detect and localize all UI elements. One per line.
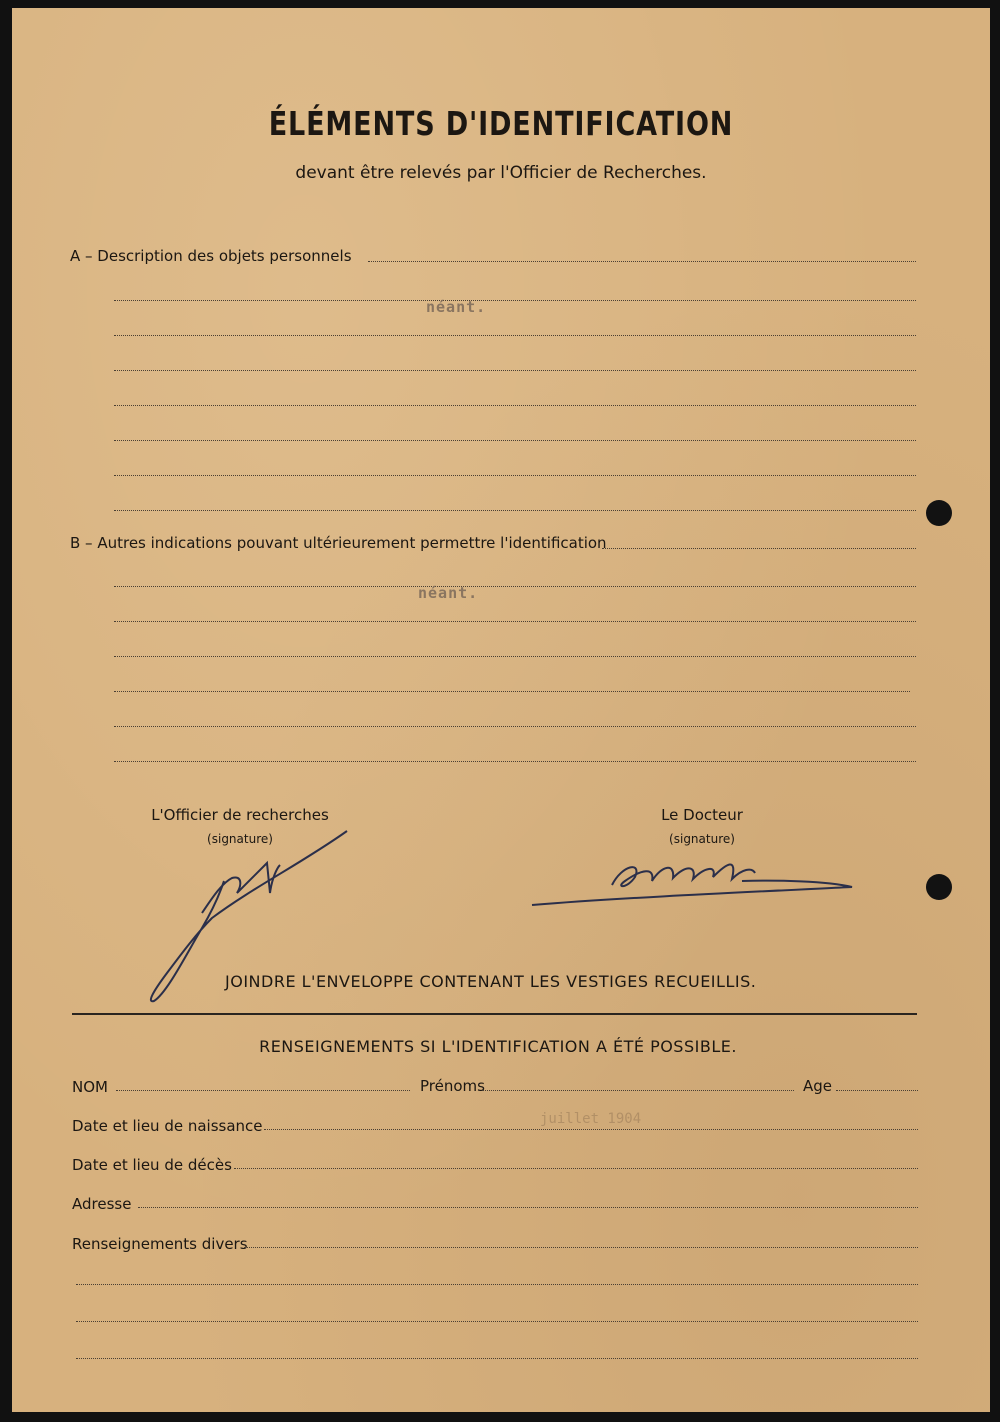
birth-faint-text: juillet 1904 — [540, 1111, 642, 1127]
identification-heading: RENSEIGNEMENTS SI L'IDENTIFICATION A ÉTÉ POSSIBLE. — [259, 1037, 737, 1056]
section-b-line — [114, 586, 916, 587]
section-a-line — [368, 261, 916, 262]
section-a-line — [114, 370, 916, 371]
section-b-line — [114, 691, 910, 692]
punch-hole — [926, 500, 952, 526]
section-b-line — [602, 548, 916, 549]
age-line — [836, 1090, 918, 1091]
section-b-line — [114, 656, 916, 657]
section-a-label: A – Description des objets personnels — [70, 247, 352, 265]
birth-line — [264, 1129, 918, 1130]
death-line — [234, 1168, 918, 1169]
section-a-line — [114, 475, 916, 476]
officer-signature-note: (signature) — [207, 832, 273, 846]
section-b-line — [114, 726, 916, 727]
age-label: Age — [803, 1077, 833, 1095]
nom-label: NOM — [72, 1078, 108, 1096]
section-b-line — [114, 761, 916, 762]
doctor-title: Le Docteur — [661, 806, 743, 824]
nom-line — [116, 1090, 410, 1091]
document-subtitle: devant être relevés par l'Officier de Recherches. — [295, 163, 707, 183]
adresse-line — [138, 1207, 918, 1208]
section-divider — [72, 1013, 917, 1015]
section-a-line — [114, 335, 916, 336]
section-a-line — [114, 510, 916, 511]
section-a-line — [114, 405, 916, 406]
section-a-line — [114, 440, 916, 441]
prenoms-label: Prénoms — [420, 1077, 485, 1095]
document-page — [12, 8, 990, 1412]
adresse-label: Adresse — [72, 1195, 132, 1213]
envelope-instruction: JOINDRE L'ENVELOPPE CONTENANT LES VESTIGES RECUEILLIS. — [225, 972, 757, 991]
divers-line — [76, 1284, 918, 1285]
section-a-typed-value: néant. — [426, 298, 487, 316]
section-b-line — [114, 621, 916, 622]
death-label: Date et lieu de décès — [72, 1156, 232, 1174]
divers-label: Renseignements divers — [72, 1235, 248, 1253]
section-b-label: B – Autres indications pouvant ultérieurement permettre l'identification — [70, 534, 607, 552]
divers-line — [76, 1321, 918, 1322]
punch-hole — [926, 874, 952, 900]
prenoms-line — [482, 1090, 794, 1091]
doctor-signature — [527, 843, 867, 918]
section-a-line — [114, 300, 916, 301]
divers-line — [244, 1247, 918, 1248]
document-title: ÉLÉMENTS D'IDENTIFICATION — [268, 104, 734, 143]
section-b-typed-value: néant. — [418, 584, 479, 602]
doctor-signature-note: (signature) — [669, 832, 735, 846]
birth-label: Date et lieu de naissance — [72, 1117, 263, 1135]
officer-title: L'Officier de recherches — [151, 806, 329, 824]
divers-line — [76, 1358, 918, 1359]
